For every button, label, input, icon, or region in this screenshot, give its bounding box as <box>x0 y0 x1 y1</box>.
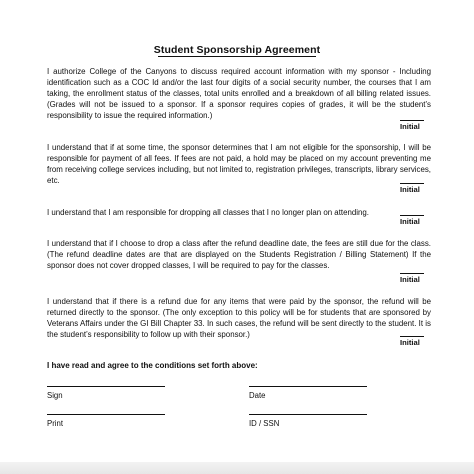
print-label: Print <box>47 419 64 428</box>
initial-label-1: Initial <box>400 122 420 131</box>
page-bottom-shade <box>0 462 474 474</box>
paragraph-authorization: I authorize College of the Canyons to discuss required account information with my sponsor - Including identification such as a COC Id and/or the last four digits of a social security number, the courses that I am taking, the enrollment status of the classes, total units enrolled and a breakdown of all billing related issues. (Grades will not be issued to a sponsor. If a sponsor requires copies of grades, it will be the student’s responsibility to issue the required information.) <box>47 67 431 120</box>
document-title: Student Sponsorship Agreement <box>153 44 321 56</box>
id-ssn-line[interactable] <box>249 414 367 415</box>
initial-line-3[interactable] <box>400 215 424 216</box>
id-ssn-label: ID / SSN <box>249 419 280 428</box>
paragraph-refund-sponsor: I understand that if there is a refund due for any items that were paid by the sponsor, the refund will be returned directly to the sponsor. (The only exception to this policy will be for students that are sponsored by Veterans Affairs under the GI Bill Chapter 33. In such cases, the refund will be sent directly to the student. It is the student’s responsibility to follow up with their sponsor.) <box>47 297 431 339</box>
initial-label-2: Initial <box>400 185 420 194</box>
date-line[interactable] <box>249 386 367 387</box>
paragraph-dropping-classes: I understand that I am responsible for dropping all classes that I no longer plan on attending. <box>47 208 369 217</box>
initial-line-2[interactable] <box>400 183 424 184</box>
title-underline <box>158 56 316 57</box>
agreement-statement: I have read and agree to the conditions set forth above: <box>47 361 258 370</box>
initial-label-4: Initial <box>400 275 420 284</box>
paragraph-refund-deadline: I understand that if I choose to drop a class after the refund deadline date, the fees are still due for the class. (The refund deadline dates are that are displayed on the Students Registration / Billing Statement) If the sponsor does not cover dropped classes, I will be required to pay for the classes. <box>47 239 431 270</box>
initial-line-4[interactable] <box>400 273 424 274</box>
initial-label-5: Initial <box>400 338 420 347</box>
initial-label-3: Initial <box>400 217 420 226</box>
paragraph-eligibility: I understand that if at some time, the sponsor determines that I am not eligible for the sponsorship, I will be responsible for payment of all fees. If fees are not paid, a hold may be placed on my account preventing me from receiving college services including, but not limited to, registration privileges, transcripts, library services, etc. <box>47 143 431 185</box>
initial-line-1[interactable] <box>400 120 424 121</box>
initial-line-5[interactable] <box>400 336 424 337</box>
date-label: Date <box>249 391 266 400</box>
sign-line[interactable] <box>47 386 165 387</box>
print-line[interactable] <box>47 414 165 415</box>
sign-label: Sign <box>47 391 63 400</box>
